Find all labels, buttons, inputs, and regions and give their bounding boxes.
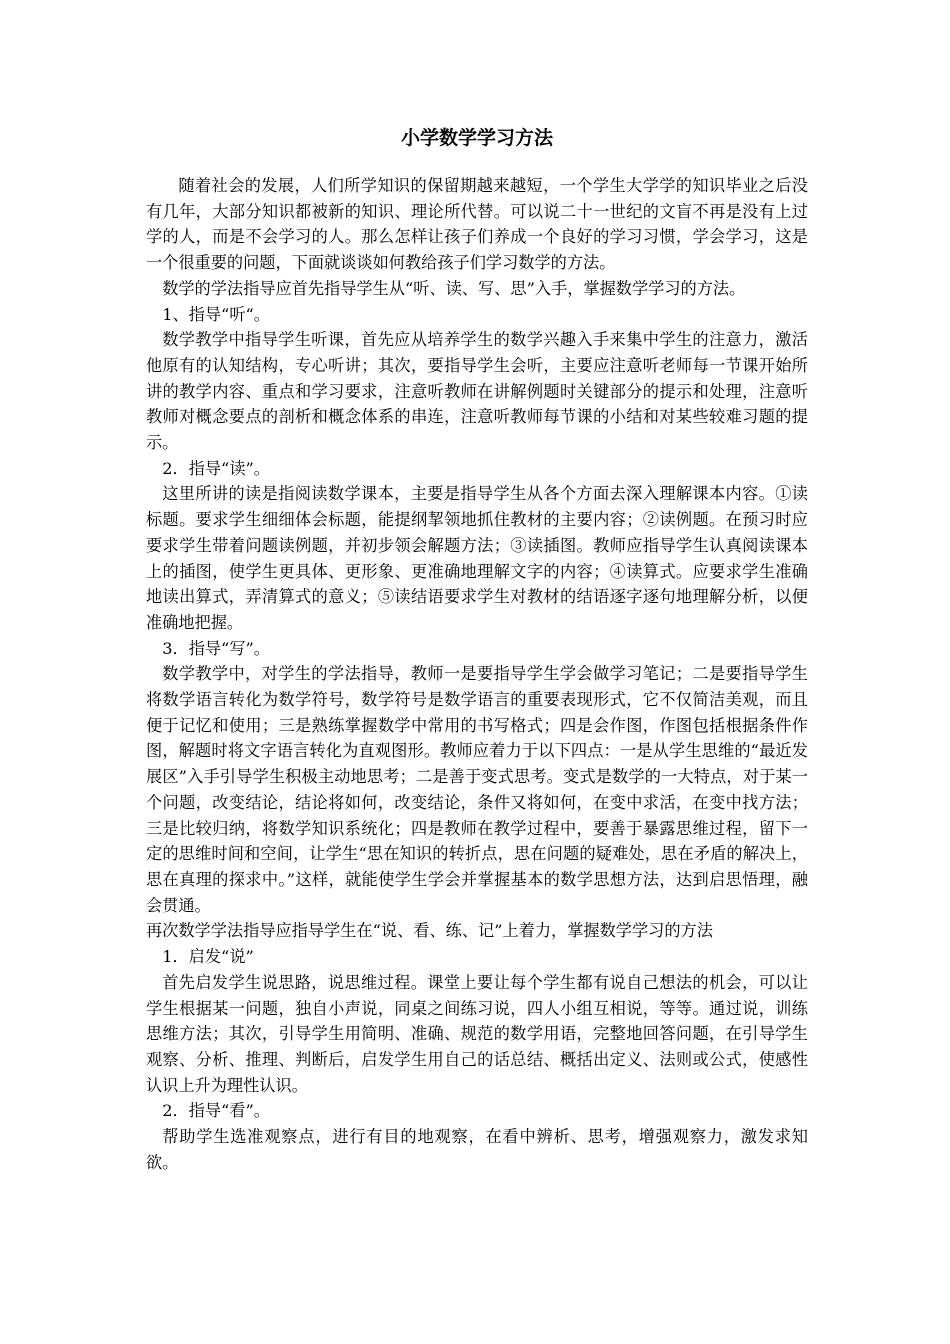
heading-write: 3．指导“写”。 bbox=[162, 638, 270, 658]
heading-speak: 1．启发“说” bbox=[162, 947, 254, 967]
paragraph-speak: 首先启发学生说思路，说思维过程。课堂上要让每个学生都有说自己想法的机会，可以让学生根据某一问题，独自小声说，同桌之间练习说，四人小组互相说，等等。通过说，训练思维方法；其次，引导学生用简明、准确、规范的数学用语，完整地回答问题，在引导学生观察、分析、推理、判断后，启发学生用自己的话总结、概括出定义、法则或公式，使感性认识上升为理性认识。 bbox=[146, 972, 808, 1095]
paragraph-method-overview-2: 再次数学学法指导应指导学生在“说、看、练、记”上着力，掌握数学学习的方法 bbox=[146, 921, 713, 941]
paragraph-listen: 数学教学中指导学生听课，首先应从培养学生的数学兴趣入手来集中学生的注意力，激活他原有的认知结构，专心听讲；其次，要指导学生会听，主要应注意听老师每一节课开始所讲的教学内容、重点和学习要求，注意听教师在讲解例题时关键部分的提示和处理，注意听教师对概念要点的剖析和概念体系的串连，注意听教师每节课的小结和对某些较难习题的提示。 bbox=[146, 330, 808, 453]
paragraph-intro: 随着社会的发展，人们所学知识的保留期越来越短，一个学生大学学的知识毕业之后没有几年，大部分知识都被新的知识、理论所代替。可以说二十一世纪的文盲不再是没有上过学的人，而是不会学习的人。那么怎样让孩子们养成一个良好的学习习惯，学会学习，这是一个很重要的问题，下面就谈谈如何教给孩子们学习数学的方法。 bbox=[146, 176, 808, 273]
document-body bbox=[146, 173, 808, 1175]
heading-look: 2．指导“看”。 bbox=[162, 1101, 270, 1121]
heading-read: 2．指导“读”。 bbox=[162, 458, 270, 478]
paragraph-method-overview-1: 数学的学法指导应首先指导学生从“听、读、写、思”入手，掌握数学学习的方法。 bbox=[162, 278, 746, 298]
heading-listen: 1、指导“听“。 bbox=[162, 304, 270, 324]
paragraph-read: 这里所讲的读是指阅读数学课本，主要是指导学生从各个方面去深入理解课本内容。①读标题。要求学生细细体会标题，能提纲挈领地抓住教材的主要内容；②读例题。在预习时应要求学生带着问题读例题，并初步领会解题方法；③读插图。教师应指导学生认真阅读课本上的插图，使学生更具体、更形象、更准确地理解文字的内容；④读算式。应要求学生准确地读出算式，弄清算式的意义；⑤读结语要求学生对教材的结语逐字逐句地理解分析，以便准确地把握。 bbox=[146, 484, 808, 632]
document-title: 小学数学学习方法 bbox=[400, 127, 553, 149]
paragraph-look: 帮助学生选准观察点，进行有目的地观察，在看中辨析、思考，增强观察力，激发求知欲。 bbox=[146, 1127, 808, 1172]
paragraph-write: 数学教学中，对学生的学法指导，教师一是要指导学生学会做学习笔记；二是要指导学生将数学语言转化为数学符号，数学符号是数学语言的重要表现形式，它不仅简洁美观，而且便于记忆和使用；三是熟练掌握数学中常用的书写格式；四是会作图，作图包括根据条件作图，解题时将文字语言转化为直观图形。教师应着力于以下四点：一是从学生思维的“最近发展区”入手引导学生积极主动地思考；二是善于变式思考。变式是数学的一大特点，对于某一个问题，改变结论，结论将如何，改变结论，条件又将如何，在变中求活，在变中找方法；三是比较归纳，将数学知识系统化；四是教师在教学过程中，要善于暴露思维过程，留下一定的思维时间和空间，让学生“思在知识的转折点，思在问题的疑难处，思在矛盾的解决上，思在真理的探求中。”这样，就能使学生学会并掌握基本的数学思想方法，达到启思悟理，融会贯通。 bbox=[146, 664, 808, 915]
